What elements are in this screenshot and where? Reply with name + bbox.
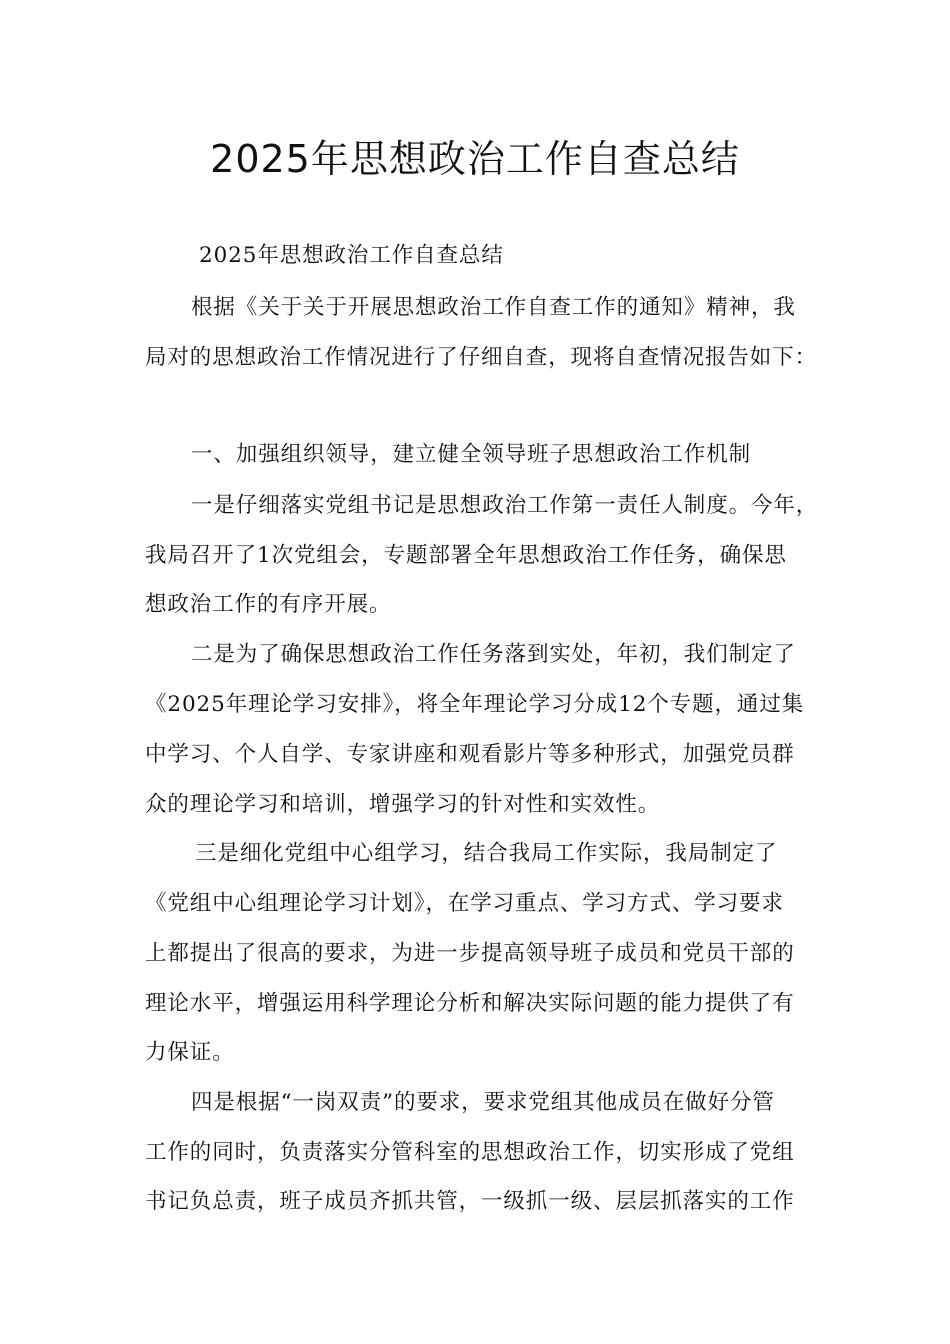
paragraph-line: 一是仔细落实党组书记是思想政治工作第一责任人制度。今年， — [191, 493, 819, 518]
paragraph-line: 三是细化党组中心组学习，结合我局工作实际，我局制定了 — [195, 841, 778, 866]
paragraph-line: 中学习、个人自学、专家讲座和观看影片等多种形式，加强党员群 — [145, 742, 795, 767]
section-heading: 一、加强组织领导，建立健全领导班子思想政治工作机制 — [191, 442, 752, 467]
paragraph-line: 工作的同时，负责落实分管科室的思想政治工作，切实形成了党组 — [145, 1140, 795, 1165]
paragraph-line: 想政治工作的有序开展。 — [145, 592, 392, 617]
subtitle-line: 2025年思想政治工作自查总结 — [199, 243, 504, 268]
paragraph-line: 理论水平，增强运用科学理论分析和解决实际问题的能力提供了有 — [145, 991, 795, 1016]
paragraph-line: 我局召开了1次党组会，专题部署全年思想政治工作任务，确保思 — [145, 543, 787, 568]
paragraph-line: 书记负总责，班子成员齐抓共管，一级抓一级、层层抓落实的工作 — [145, 1189, 795, 1214]
paragraph-line: 众的理论学习和培训，增强学习的针对性和实效性。 — [145, 792, 661, 817]
paragraph-line: 《2025年理论学习安排》，将全年理论学习分成12个专题，通过集 — [145, 692, 805, 717]
paragraph-line: 《党组中心组理论学习计划》，在学习重点、学习方式、学习要求 — [145, 891, 784, 916]
paragraph-line: 根据《关于关于开展思想政治工作自查工作的通知》精神，我 — [191, 295, 796, 320]
paragraph-line: 力保证。 — [145, 1040, 235, 1065]
paragraph-line: 上都提出了很高的要求，为进一步提高领导班子成员和党员干部的 — [145, 941, 795, 966]
paragraph-line: 四是根据“一岗双责”的要求，要求党组其他成员在做好分管 — [191, 1090, 775, 1115]
document-title: 2025年思想政治工作自查总结 — [210, 137, 740, 181]
paragraph-line: 局对的思想政治工作情况进行了仔细自查，现将自查情况报告如下： — [145, 345, 818, 370]
paragraph-line: 二是为了确保思想政治工作任务落到实处，年初，我们制定了 — [191, 642, 796, 667]
